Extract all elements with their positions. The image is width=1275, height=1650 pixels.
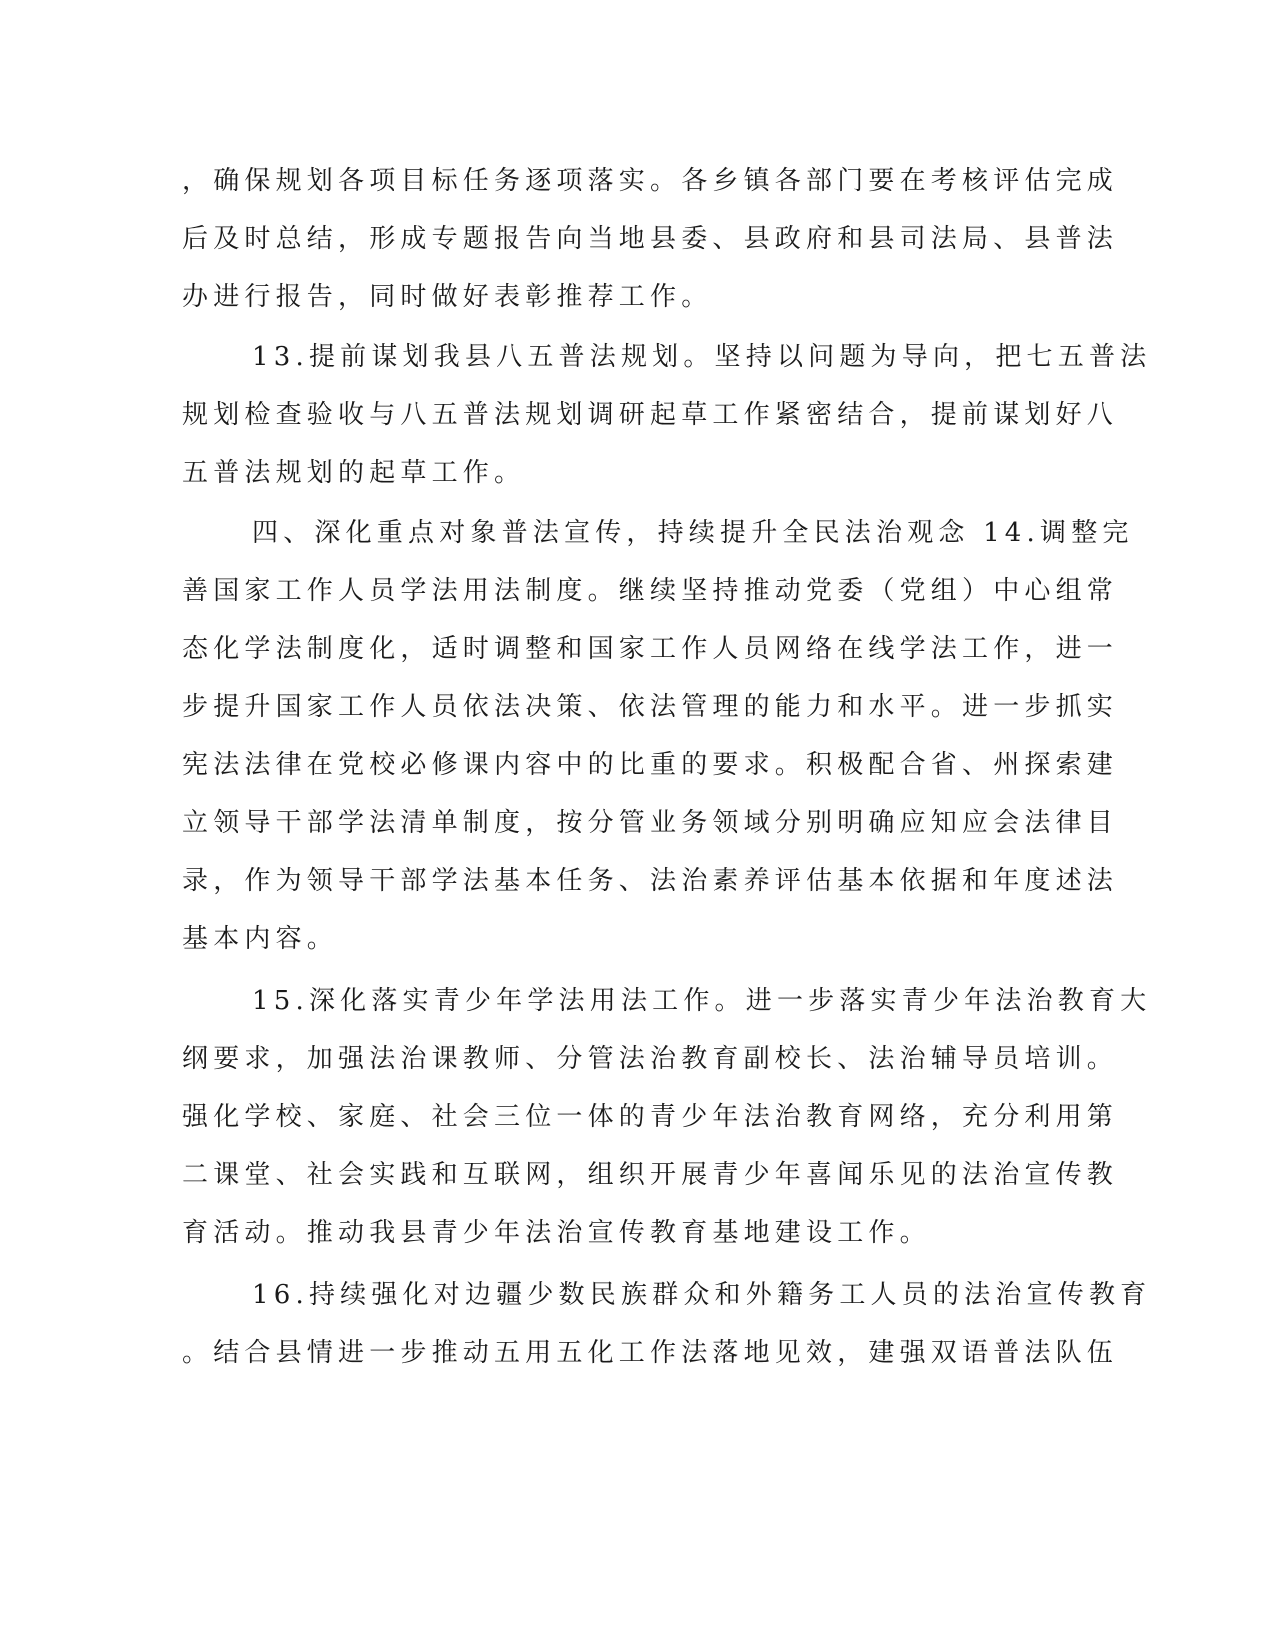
paragraph-16-first-line: 16.持续强化对边疆少数民族群众和外籍务工人员的法治宣传教育 xyxy=(252,1280,1152,1310)
text-line: ，确保规划各项目标任务逐项落实。各乡镇各部门要在考核评估完成 xyxy=(182,166,1119,196)
text-line: 二课堂、社会实践和互联网，组织开展青少年喜闻乐见的法治宣传教 xyxy=(182,1160,1119,1190)
text-line: 录，作为领导干部学法基本任务、法治素养评估基本依据和年度述法 xyxy=(182,866,1119,896)
text-line: 纲要求，加强法治课教师、分管法治教育副校长、法治辅导员培训。 xyxy=(182,1044,1119,1074)
text-line: 步提升国家工作人员依法决策、依法管理的能力和水平。进一步抓实 xyxy=(182,692,1119,722)
text-line: 立领导干部学法清单制度，按分管业务领域分别明确应知应会法律目 xyxy=(182,808,1119,838)
text-line: 强化学校、家庭、社会三位一体的青少年法治教育网络，充分利用第 xyxy=(182,1102,1119,1132)
text-line: 善国家工作人员学法用法制度。继续坚持推动党委（党组）中心组常 xyxy=(182,576,1119,606)
paragraph-13-first-line: 13.提前谋划我县八五普法规划。坚持以问题为导向，把七五普法 xyxy=(252,342,1152,372)
text-line: 宪法法律在党校必修课内容中的比重的要求。积极配合省、州探索建 xyxy=(182,750,1119,780)
text-line: 基本内容。 xyxy=(182,924,339,954)
section-heading-4: 四、深化重点对象普法宣传，持续提升全民法治观念 14.调整完 xyxy=(252,518,1134,548)
text-line: 。结合县情进一步推动五用五化工作法落地见效，建强双语普法队伍 xyxy=(182,1338,1119,1368)
text-line: 后及时总结，形成专题报告向当地县委、县政府和县司法局、县普法 xyxy=(182,224,1119,254)
text-line: 育活动。推动我县青少年法治宣传教育基地建设工作。 xyxy=(182,1218,931,1248)
text-line: 规划检查验收与八五普法规划调研起草工作紧密结合，提前谋划好八 xyxy=(182,400,1119,430)
text-line: 五普法规划的起草工作。 xyxy=(182,458,526,488)
text-line: 办进行报告，同时做好表彰推荐工作。 xyxy=(182,282,713,312)
text-line: 态化学法制度化，适时调整和国家工作人员网络在线学法工作，进一 xyxy=(182,634,1119,664)
paragraph-15-first-line: 15.深化落实青少年学法用法工作。进一步落实青少年法治教育大 xyxy=(252,986,1152,1016)
